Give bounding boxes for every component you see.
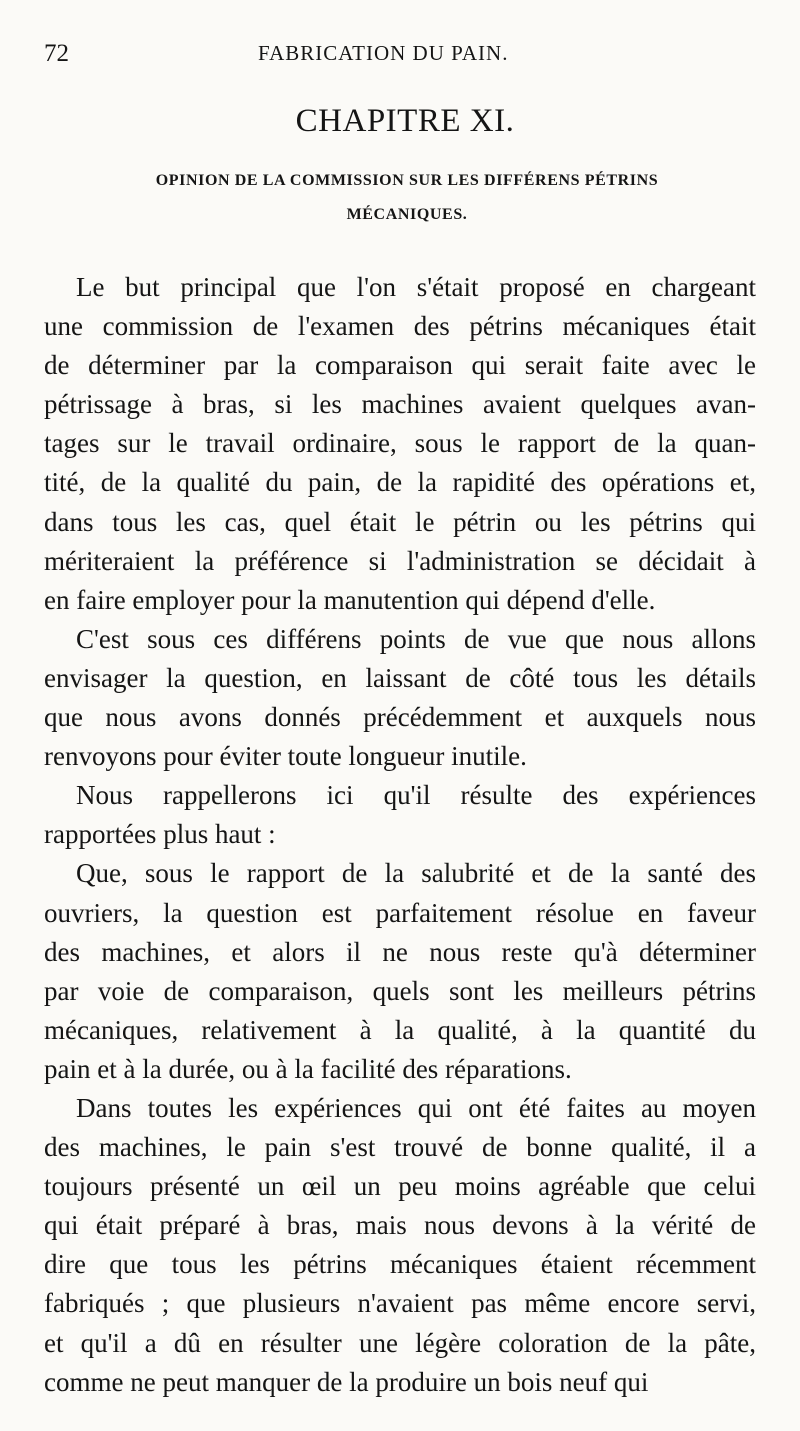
text-line: par voie de comparaison, quels sont les meilleurs pétrins — [44, 975, 756, 1006]
text-line: mécaniques, relativement à la qualité, à la quantité du — [44, 1014, 756, 1045]
text-line: tages sur le travail ordinaire, sous le rapport de la quan- — [44, 428, 756, 459]
text-line: Le but principal que l'on s'était proposé en chargeant — [76, 272, 756, 302]
body-text — [44, 268, 756, 1402]
text-line: de déterminer par la comparaison qui serait faite avec le — [44, 350, 756, 381]
text-line: qui était préparé à bras, mais nous devons à la vérité de — [44, 1210, 756, 1241]
paragraph — [44, 620, 756, 776]
text-line: fabriqués ; que plusieurs n'avaient pas même encore servi, — [44, 1288, 756, 1319]
text-line: des machines, et alors il ne nous reste qu'à déterminer — [44, 936, 756, 967]
text-line: une commission de l'examen des pétrins mécaniques était — [44, 311, 756, 342]
text-line: envisager la question, en laissant de côté tous les détails — [44, 662, 756, 693]
text-line: en faire employer pour la manutention qui dépend d'elle. — [44, 584, 656, 615]
running-head — [44, 40, 760, 74]
chapter-title: CHAPITRE XI. — [295, 103, 515, 139]
paragraph — [44, 1089, 756, 1402]
text-line: et qu'il a dû en résulter une légère coloration de la pâte, — [44, 1327, 756, 1358]
paragraph — [44, 776, 756, 854]
text-line: ouvriers, la question est parfaitement résolue en faveur — [44, 897, 756, 928]
text-line: rapportées plus haut : — [44, 819, 276, 850]
chapter-subtitle-line-1: OPINION DE LA COMMISSION SUR LES DIFFÉRENS PÉTRINS — [155, 172, 659, 189]
text-line: dans tous les cas, quel était le pétrin ou les pétrins qui — [44, 506, 756, 537]
text-line: toujours présenté un œil un peu moins agréable que celui — [44, 1171, 756, 1202]
text-line: pain et à la durée, ou à la facilité des réparations. — [44, 1053, 572, 1084]
text-line: pétrissage à bras, si les machines avaient quelques avan- — [44, 389, 756, 420]
text-line: renvoyons pour éviter toute longueur inutile. — [44, 741, 527, 772]
text-line: Dans toutes les expériences qui ont été faites au moyen — [76, 1092, 756, 1123]
paragraph — [44, 268, 756, 620]
text-line: tité, de la qualité du pain, de la rapidité des opérations et, — [44, 467, 756, 498]
text-line: Que, sous le rapport de la salubrité et de la santé des — [76, 858, 756, 889]
text-line: Nous rappellerons ici qu'il résulte des expériences — [76, 780, 756, 811]
text-line: dire que tous les pétrins mécaniques étaient récemment — [44, 1249, 756, 1280]
text-line: des machines, le pain s'est trouvé de bonne qualité, il a — [44, 1132, 756, 1163]
page-number: 72 — [44, 40, 69, 67]
paragraph — [44, 854, 756, 1089]
text-line: que nous avons donnés précédemment et auxquels nous — [44, 702, 756, 733]
text-line: C'est sous ces différens points de vue que nous allons — [76, 623, 756, 654]
text-line: comme ne peut manquer de la produire un bois neuf qui — [44, 1366, 649, 1397]
text-line: mériteraient la préférence si l'administration se décidait à — [44, 545, 756, 576]
running-title: FABRICATION DU PAIN. — [258, 41, 509, 65]
chapter-subtitle-line-2: MÉCANIQUES. — [346, 206, 468, 223]
